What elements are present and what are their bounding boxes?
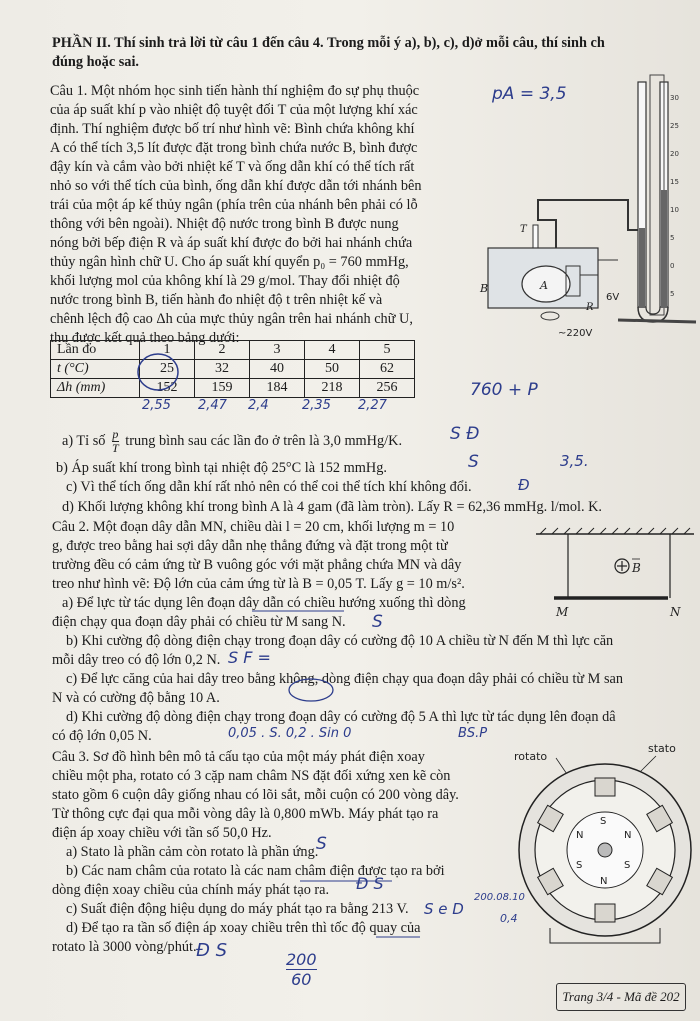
fraction-top: 200 — [286, 950, 317, 969]
table-cell: 256 — [360, 379, 415, 398]
pole-label: N — [600, 876, 608, 887]
handwritten-answer: S — [316, 834, 327, 854]
fraction-denominator: T — [112, 441, 119, 455]
handwritten-ratio: 2,55 — [142, 398, 171, 413]
q1-line: nóng bởi bếp điện R và áp suất khí được đo bởi hai nhánh chứa — [50, 235, 413, 251]
part-header-line2: đúng hoặc sai. — [52, 54, 140, 70]
scale-tick: 30 — [670, 94, 679, 102]
q1-line: thủy ngân hình chữ U. Cho áp suất khí quyển p₀ = 760 mmHg, — [50, 254, 409, 270]
q2-line: treo như hình vẽ: Độ lớn của cảm ứng từ là B = 0,05 T. Lấy g = 10 m/s². — [52, 576, 465, 592]
pole-label: N — [576, 830, 584, 841]
part-header-line1: PHẦN II. Thí sinh trả lời từ câu 1 đến câu 4. Trong mỗi ý a), b), c), d)ở mỗi câu, thí sinh ch — [52, 35, 605, 51]
q1-line: nước trong bình B, tiến hành đo nhiệt độ t trên nhiệt kế và — [50, 292, 383, 308]
q3-item-d: d) Để tạo ra tần số điện áp xoay chiều trên thì tốc độ quay của — [66, 920, 421, 936]
handwritten-answer: Đ S — [356, 874, 384, 893]
q1-line: A có thể tích 3,5 lít được đặt trong bình chứa nước B, bình được — [50, 140, 418, 156]
table-cell: 40 — [250, 360, 305, 379]
q1-line: Câu 1. Một nhóm học sinh tiến hành thí nghiệm đo sự phụ thuộc — [50, 83, 420, 99]
scale-tick: 25 — [670, 122, 679, 130]
handwritten-answer: S — [468, 452, 479, 472]
circle-mark — [138, 354, 178, 390]
q1-line: thông với bên ngoài). Nhiệt độ nước trong bình B được nung — [50, 216, 399, 232]
q3-line: chiều một pha, rotato có 3 cặp nam châm NS đặt đối xứng xen kẽ còn — [52, 768, 451, 784]
pole-label: S — [624, 860, 631, 871]
label-R: R — [586, 302, 594, 313]
table-cell: 62 — [360, 360, 415, 379]
handwritten-ratio: 2,27 — [358, 398, 387, 413]
table-cell: 32 — [195, 360, 250, 379]
handwritten-ratio: 2,35 — [302, 398, 331, 413]
scale-tick: 5 — [670, 234, 675, 242]
scale-tick: 0 — [670, 262, 675, 270]
row-label: t (°C) — [51, 360, 140, 379]
handwritten-note: 0,05 . S. 0,2 . Sin 0 — [228, 726, 352, 741]
table-cell: 152 — [140, 379, 195, 398]
q3-item-b: b) Các nam châm của rotato là các nam châm điện được tạo ra bởi — [66, 863, 445, 879]
q2-line: g, được treo bằng hai sợi dây dẫn nhẹ thẳng đứng và đặt trong một từ — [52, 538, 448, 554]
handwritten-answer: Đ — [518, 476, 530, 494]
handwritten-answer: Đ S — [196, 940, 228, 961]
handwritten-note: 760 + P — [470, 380, 538, 400]
table-cell: 50 — [305, 360, 360, 379]
q1-line: trái của một áp kế thủy ngân (phía trên của nhánh bên phải có lỗ — [50, 197, 418, 213]
q1-line: nhỏ so với thể tích của bình, ống dẫn khí được dẫn tới nhánh bên — [50, 178, 422, 194]
q3-line: điện áp xoay chiều với tần số 50,0 Hz. — [52, 825, 272, 841]
handwritten-answer: S e D — [424, 900, 464, 918]
table-cell: 218 — [305, 379, 360, 398]
label-M: M — [556, 605, 569, 619]
table-cell: 2 — [195, 341, 250, 360]
fraction-bottom: 60 — [291, 970, 312, 989]
handwritten-ratio: 2,47 — [198, 398, 227, 413]
table-cell: 159 — [195, 379, 250, 398]
q2-item-a: a) Để lực từ tác dụng lên đoạn dây dẫn có chiều hướng xuống thì dòng — [62, 595, 466, 611]
q1-line: định. Thí nghiệm được bố trí như hình vẽ: Bình chứa không khí — [50, 121, 415, 137]
label-220V: ~220V — [558, 328, 593, 339]
handwritten-answer: S — [372, 612, 383, 632]
table-cell: 3 — [250, 341, 305, 360]
table-cell: 1 — [140, 341, 195, 360]
q1-a-text: trung bình sau các lần đo ở trên là 3,0 mmHg/K. — [125, 432, 403, 449]
pole-label: N — [624, 830, 632, 841]
label-6V: 6V — [606, 292, 620, 303]
table-cell: 5 — [360, 341, 415, 360]
pole-label: S — [576, 860, 583, 871]
q1-line: thu được kết quả theo bảng dưới: — [50, 330, 240, 346]
handwritten-note: pA = 3,5 — [492, 84, 567, 104]
q2-line: Câu 2. Một đoạn dây dẫn MN, chiều dài l = 20 cm, khối lượng m = 10 — [52, 519, 455, 535]
q3-line: Từ thông cực đại qua mỗi vòng dây là 0,800 mWb. Máy phát tạo ra — [52, 806, 439, 822]
table-cell: 25 — [140, 360, 195, 379]
label-stato: stato — [648, 742, 676, 755]
q1-item-d: d) Khối lượng không khí trong bình A là 4 gam (đã làm tròn). Lấy R = 62,36 mmHg. l/mol. K. — [62, 499, 603, 515]
handwritten-note: 0,4 — [500, 912, 518, 925]
q1-line: của áp suất khí p vào nhiệt độ tuyệt đối T của một lượng khí xác — [50, 102, 418, 118]
scale-tick: 15 — [670, 178, 679, 186]
handwritten-note: 200.08.10 — [474, 892, 525, 903]
scale-tick: 20 — [670, 150, 679, 158]
handwritten-note: 3,5. — [560, 452, 589, 470]
fraction-numerator: p — [112, 427, 119, 441]
q3-item-a: a) Stato là phần cảm còn rotato là phần ứng. — [66, 844, 319, 860]
row-label: Δh (mm) — [51, 379, 140, 398]
q2-item-b: b) Khi cường độ dòng điện chạy trong đoạn dây có cường độ 10 A chiều từ N đến M thì lực căn — [66, 633, 614, 649]
handwritten-ratio: 2,4 — [248, 398, 269, 413]
pole-label: S — [600, 816, 607, 827]
label-B: B — [480, 282, 489, 295]
row-label: Lần đo — [51, 341, 140, 360]
q1-a-prefix: a) Tỉ số — [62, 432, 106, 449]
table-cell: 184 — [250, 379, 305, 398]
handwritten-answer: S Đ — [450, 424, 480, 444]
q1-item-b: b) Áp suất khí trong bình tại nhiệt độ 25°C là 152 mmHg. — [56, 460, 387, 476]
q2-item-c: c) Để lực căng của hai dây treo bằng không, dòng điện chạy qua đoạn dây phải có chiều từ M san — [66, 671, 624, 687]
q1-line: chênh lệch độ cao Δh của mực thủy ngân trên hai nhánh chữ U, — [50, 311, 413, 327]
label-rotato: rotato — [514, 750, 548, 763]
q1-line: đậy kín và cắm vào bởi nhiệt kế T và ống dẫn khí có thể tích rất — [50, 159, 415, 175]
handwritten-answer: S F = — [228, 648, 271, 667]
scale-tick: 5 — [670, 290, 675, 298]
q3-line: rotato là 3000 vòng/phút. — [52, 939, 197, 955]
q3-line: dòng điện xoay chiều của chính máy phát tạo ra. — [52, 882, 330, 898]
q2-line: N và có cường độ bằng 10 A. — [52, 690, 220, 706]
page-footer: Trang 3/4 - Mã đề 202 — [556, 983, 686, 1011]
q2-line: có độ lớn 0,05 N. — [52, 728, 152, 744]
table-cell: 4 — [305, 341, 360, 360]
label-A: A — [540, 279, 548, 292]
circle-mark — [289, 679, 333, 701]
q1-line: khối lượng mol của không khí là 29 g/mol. Thay đổi nhiệt độ — [50, 273, 400, 289]
q1-item-c: c) Vì thể tích ống dẫn khí rất nhỏ nên có thể coi thể tích khí không đổi. — [66, 479, 472, 495]
q3-line: Câu 3. Sơ đồ hình bên mô tả cấu tạo của một máy phát điện xoay — [52, 749, 425, 765]
q2-line: điện chạy qua đoạn dây phải có chiều từ M sang N. — [52, 614, 346, 630]
q2-item-d: d) Khi cường độ dòng điện chạy trong đoạn dây có cường độ 5 A thì lực từ tác dụng lên đoạn dâ — [66, 709, 616, 725]
label-B-vector: B — [632, 561, 641, 575]
label-N: N — [670, 605, 681, 619]
q3-line: stato gồm 6 cuộn dây giống nhau có lõi sắt, mỗi cuộn có 200 vòng dây. — [52, 787, 459, 803]
label-T: T — [520, 224, 527, 235]
scale-tick: 10 — [670, 206, 679, 214]
q2-line: mỗi dây treo có độ lớn 0,2 N. — [52, 652, 221, 668]
handwritten-note: BS.P — [458, 726, 488, 741]
q2-line: trường đều có cảm ứng từ B vuông góc với mặt phẳng chứa MN và dây — [52, 557, 462, 573]
q3-item-c: c) Suất điện động hiệu dụng do máy phát tạo ra bằng 213 V. — [66, 901, 409, 917]
